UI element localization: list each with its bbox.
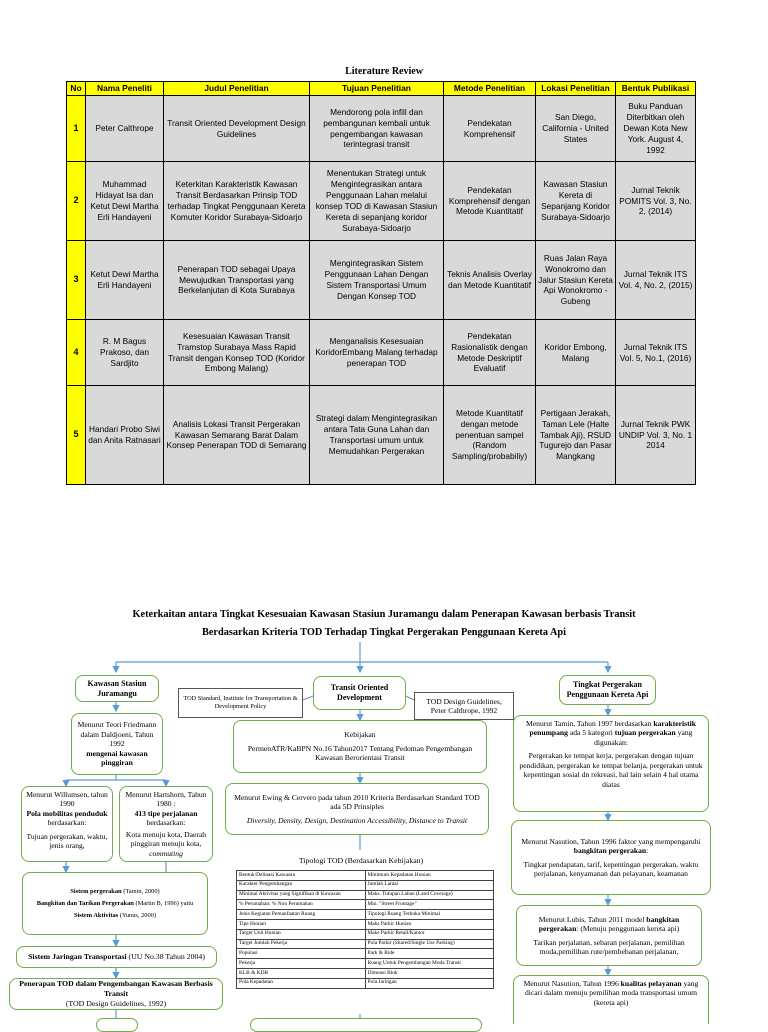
tipologi-row: [237, 978, 494, 988]
tipologi-cell: Jenis Kegiatan Pemanfaatan Ruang: [237, 910, 366, 920]
cell-nama: Muhammad Hidayat Isa dan Ketut Dewi Martha Erli Handayeni: [86, 162, 164, 241]
cell-nama: Peter Calthrope: [86, 96, 164, 162]
tipologi-cell: Maks. Tutupan Lahan (Land Coverage): [365, 890, 494, 900]
tipologi-cell: Min. "Street Frontage": [365, 900, 494, 910]
lubis-box: Menurut Lubis, Tahun 2011 model bangkitan pergerakan: (Menuju penggunaan kereta api) Tarikan perjalanan, sebaran perjalanan, pemilihan moda,pemilihan rute/pembebanan perjalanan,: [516, 905, 702, 966]
cell-publikasi: Jurnal Teknik PWK UNDIP Vol. 3, No. 1 2014: [616, 386, 696, 485]
willumsen-box: [21, 786, 113, 862]
tod-standard-itdp-text: TOD Standard, Institute for Transportation & Development Policy: [183, 695, 298, 710]
cell-publikasi: Jurnal Teknik POMITS Vol. 3, No. 2, (2014): [616, 162, 696, 241]
lubis-text: Menurut Lubis, Tahun 2011 model: [538, 914, 645, 924]
cell-nama: R. M Bagus Prakoso, dan Sardjito: [86, 320, 164, 386]
tipologi-cell: Populasi: [237, 949, 366, 959]
col-header-judul-penelitian: Judul Penelitian: [164, 82, 310, 96]
bangkitan-bold: Bangkitan dan Tarikan Pergerakan: [36, 899, 134, 907]
left-next-box: [96, 1018, 138, 1032]
cell-publikasi: Jurnal Teknik ITS Vol. 4, No. 2, (2015): [616, 241, 696, 320]
aktivitas-src: (Yunus, 2000): [119, 911, 157, 919]
cell-metode: Pendekatan Rasionalistik dengan Metode Deskriptif Evaluatif: [444, 320, 536, 386]
sistem-jaringan-box: [16, 946, 217, 968]
tamin-tail: yang digunakan:: [594, 728, 693, 747]
tipologi-cell: Tipologi Ruang Terbuka Minimal: [365, 910, 494, 920]
tipologi-cell: % Perumahan: % Non Perumahan: [237, 900, 366, 910]
tod-design-guidelines-text: TOD Design Guidelines, Peter Calthrope, 1992: [426, 696, 502, 715]
kawasan-stasiun-box: [75, 675, 159, 702]
tipologi-row: [237, 871, 494, 881]
ewing-5d-principles: Diversity, Density, Design, Destination Accessibility, Distance to Transit: [246, 815, 468, 825]
tipologi-row: [237, 949, 494, 959]
nasution-1-text: Menurut Nasution, Tahun 1996 faktor yang mempengaruhi: [521, 836, 701, 846]
tipologi-cell: Pola Kepadatan: [237, 978, 366, 988]
tamin-bold-2: tujuan pergerakan: [614, 728, 676, 738]
kebijakan-title: Kebijakan: [344, 730, 376, 740]
cell-tujuan: Mengintegrasikan Sistem Penggunaan Lahan Dengan Sistem Transportasi Umum Dengan Konsep TOD: [310, 241, 444, 320]
tipologi-cell: Pola Jaringan: [365, 978, 494, 988]
willumsen-tail: berdasarkan:: [47, 818, 87, 828]
tamin-box: [513, 715, 709, 812]
hartshorn-bold: 413 tipe perjalanan: [134, 808, 198, 818]
tipologi-cell: Pola Parkir (Shared/Single Use Parking): [365, 939, 494, 949]
cell-lokasi: Pertigaan Jerakah, Taman Lele (Halte Tambak Aji), RSUD Tugurejo dan Pasar Mangkang: [536, 386, 616, 485]
tipologi-row: [237, 880, 494, 890]
tod-design-guidelines-box: [414, 692, 514, 720]
tipologi-row: [237, 890, 494, 900]
hartshorn-list: Kota menuju kota, Daerah pinggiran menuju kota,: [125, 829, 207, 849]
row-number: 4: [67, 320, 86, 386]
cell-nama: Ketut Dewi Martha Erli Handayeni: [86, 241, 164, 320]
tamin-list: Pergerakan ke tempat kerja, pergerakan dengan tujuan pendidikan, pergerakan ke tempat belanja, pergerakan untuk kepentingan sosial dn rekreasi, hal lain selain 4 hal utama diatas: [519, 751, 703, 789]
cell-judul: Penerapan TOD sebagai Upaya Mewujudkan Transportasi yang Berkelanjutan di Kota Surabaya: [164, 241, 310, 320]
col-header-tujuan-penelitian: Tujuan Penelitian: [310, 82, 444, 96]
tipologi-cell: Park & Ride: [365, 949, 494, 959]
nasution-2-bold: kualitas pelayanan: [620, 979, 682, 988]
col-header-lokasi-penelitian: Lokasi Penelitian: [536, 82, 616, 96]
willumsen-bold: Pola mobilitas penduduk: [26, 808, 108, 818]
cell-lokasi: Ruas Jalan Raya Wonokromo dan Jalur Stasiun Kereta Api Wonokromo - Gubeng: [536, 241, 616, 320]
cell-metode: Teknis Analisis Overlay dan Metode Kuantitatif: [444, 241, 536, 320]
center-next-box: [250, 1018, 482, 1032]
tipologi-cell: Target Unit Hunian: [237, 929, 366, 939]
tipologi-cell: Ruang Untuk Pengembangan Moda Transit: [365, 959, 494, 969]
tipologi-row: [237, 959, 494, 969]
tipologi-cell: Karakter Pengembangan: [237, 880, 366, 890]
tod-standard-itdp-box: [178, 688, 303, 718]
tipologi-cell: Pekerja: [237, 959, 366, 969]
cell-metode: Pendekatan Komprehensif: [444, 96, 536, 162]
diagram-title-line-2: Berdasarkan Kriteria TOD Terhadap Tingkat Pergerakan Penggunaan Kereta Api: [201, 627, 567, 638]
hartshorn-text: Menurut Hartshorn, Tahun 1980 :: [125, 790, 207, 809]
sistem-pergerakan-box: [22, 872, 208, 935]
sistem-jaringan-src: (UU No.38 Tahun 2004): [128, 952, 205, 962]
tipologi-tod-table: [236, 870, 494, 989]
teori-friedmann-bold: mengenai kawasan pinggiran: [86, 748, 148, 768]
literature-review-title: Literature Review: [345, 66, 423, 77]
ewing-text: Menurut Ewing & Cervero pada tahun 2010 Kriteria Berdasarkan Standard TOD ada 5D Prinsiples: [234, 792, 480, 812]
sistem-pergerakan-bold: Sistem pergerakan: [70, 887, 122, 895]
tipologi-cell: KLB & KDB: [237, 968, 366, 978]
aktivitas-bold: Sistem Aktivitas: [73, 911, 119, 919]
cell-lokasi: Koridor Embong, Malang: [536, 320, 616, 386]
tipologi-cell: Jumlah Lantai: [365, 880, 494, 890]
tod-heading: Transit Oriented Development: [330, 683, 389, 702]
cell-lokasi: San Diego, California - United States: [536, 96, 616, 162]
cell-lokasi: Kawasan Stasiun Kereta di Sepanjang Koridor Surabaya-Sidoarjo: [536, 162, 616, 241]
row-number: 1: [67, 96, 86, 162]
cell-publikasi: Buku Panduan Diterbitkan oleh Dewan Kota New York. August 4, 1992: [616, 96, 696, 162]
tipologi-cell: Bentuk/Delinasi Kawasan: [237, 871, 366, 881]
tipologi-row: [237, 919, 494, 929]
tipologi-cell: Maks Parkir Hunian: [365, 919, 494, 929]
tipologi-cell: Maks Parkir Retail/Kantor: [365, 929, 494, 939]
cell-metode: Metode Kuantitatif dengan metode penentuan sampel (Random Sampling/probabiliy): [444, 386, 536, 485]
tipologi-row: [237, 939, 494, 949]
lubis-list: Tarikan perjalanan, sebaran perjalanan, pemilihan moda,pemilihan rute/pembebanan perjalanan,: [533, 937, 685, 956]
row-number: 3: [67, 241, 86, 320]
cell-judul: Analisis Lokasi Transit Pergerakan Kawasan Semarang Barat Dalam Konsep Penerapan TOD di Semarang: [164, 386, 310, 485]
cell-judul: Keterkitan Karakteristik Kawasan Transit Berdasarkan Prinsip TOD terhadap Tingkat Penggunaan Kereta Komuter Koridor Surabaya-Sidoarjo: [164, 162, 310, 241]
cell-nama: Handari Probo Siwi dan Anita Ratnasari: [86, 386, 164, 485]
tamin-text: Menurut Tamin, Tahun 1997 berdasarkan: [526, 719, 652, 728]
nasution-1-bold: bangkitan pergerakan: [573, 846, 647, 856]
hartshorn-italic: commuting: [149, 848, 183, 858]
tipologi-cell: Target Jumlah Pekerja: [237, 939, 366, 949]
tipologi-tod-caption: Tipologi TOD (Berdasarkan Kebijakan): [298, 856, 424, 865]
tipologi-cell: Dimensi Blok: [365, 968, 494, 978]
cell-tujuan: Menentukan Strategi untuk Mengintegrasikan antara Penggunaan Lahan melalui konsep TOD di Kawasan Stasiun Kereta di sepanjang koridor Surabaya-Sidoarjo: [310, 162, 444, 241]
tamin-mid: ada 5 kategori: [569, 728, 613, 738]
teori-friedmann-box: [71, 713, 163, 775]
col-header-bentuk-publikasi: Bentuk Publikasi: [616, 82, 696, 96]
tipologi-row: [237, 968, 494, 978]
kebijakan-box: [233, 720, 487, 773]
kebijakan-text: PermenATR/KaBPN No.16 Tahun2017 Tentang Pedoman Pengembangan Kawasan Berorientasi Transit: [247, 743, 473, 763]
nasution-2-tail: yang dicari dalam menuju pemilihan moda transportasi umum (kereta api): [524, 979, 699, 1007]
sistem-jaringan-bold: Sistem Jaringan Transportasi: [28, 952, 127, 962]
willumsen-text: Menurut Willumsen, tahun 1990: [26, 790, 108, 809]
tipologi-row: [237, 900, 494, 910]
lubis-bold: bangkitan pergerakan: [538, 914, 680, 934]
hartshorn-tail: berdasarkan:: [146, 818, 186, 828]
tipologi-cell: Minimum Kepadatan Hunian: [365, 871, 494, 881]
teori-friedmann-text: Menurut Teori Friedmann dalam Daldjoeni, Tahun 1992: [77, 720, 157, 749]
diagram-title-line-1: Keterkaitan antara Tingkat Kesesuaian Kawasan Stasiun Juramangu dalam Penerapan Kawasan berbasis Transit: [132, 609, 636, 620]
bangkitan-src: (Martin B, 1996) yaitu: [135, 899, 194, 907]
col-header-no: No: [67, 82, 86, 96]
hartshorn-box: [119, 786, 213, 862]
ewing-cervero-box: [225, 783, 489, 835]
cell-publikasi: Jurnal Teknik ITS Vol. 5, No.1, (2016): [616, 320, 696, 386]
willumsen-list: Tujuan pergerakan, waktu, jenis orang,: [26, 831, 108, 851]
nasution-2-text: Menurut Nasution, Tahun 1996: [523, 979, 619, 988]
cell-tujuan: Menganalisis Kesesuaian KoridorEmbang Malang terhadap penerapan TOD: [310, 320, 444, 386]
tipologi-cell: Minimal Aktivitas yang Signifikan di Kawasan: [237, 890, 366, 900]
tamin-bold-1: karakteristik penumpang: [529, 719, 696, 738]
tipologi-row: [237, 910, 494, 920]
tipologi-row: [237, 929, 494, 939]
cell-judul: Transit Oriented Development Design Guidelines: [164, 96, 310, 162]
penerapan-tod-box: [9, 978, 223, 1010]
nasution-kualitas-box: [513, 975, 709, 1024]
row-number: 2: [67, 162, 86, 241]
cell-tujuan: Strategi dalam Mengintegrasikan antara Tata Guna Lahan dan Transportasi umum untuk Memudahkan Pergerakan: [310, 386, 444, 485]
tipologi-cell: Tipe Hunian: [237, 919, 366, 929]
tingkat-pergerakan-box: [559, 675, 656, 705]
tingkat-pergerakan-heading: Tingkat Pergerakan Penggunaan Kereta Api: [566, 680, 649, 699]
transit-oriented-development-box: [313, 676, 406, 710]
penerapan-tod-src: (TOD Design Guidelines, 1992): [65, 998, 167, 1008]
row-number: 5: [67, 386, 86, 485]
kawasan-stasiun-heading: Kawasan Stasiun Juramangu: [87, 678, 147, 698]
cell-metode: Pendekatan Komprehensif dengan Metode Kuantitatif: [444, 162, 536, 241]
col-header-nama-peneliti: Nama Peneliti: [86, 82, 164, 96]
sistem-pergerakan-src: (Tamin, 2000): [123, 887, 160, 895]
col-header-metode-penelitian: Metode Penelitian: [444, 82, 536, 96]
nasution-bangkitan-box: Menurut Nasution, Tahun 1996 faktor yang mempengaruhi bangkitan pergerakan: Tingkat pendapatan, tarif, kepentingan pergerakan, waktu perjalanan, kenyamanan dan pelayanan, keamanan: [511, 820, 711, 895]
penerapan-tod-bold: Penerapan TOD dalam Pengembangan Kawasan Berbasis Transit: [19, 979, 213, 999]
lubis-mid: (Menuju penggunaan kereta api): [580, 924, 680, 934]
nasution-1-list: Tingkat pendapatan, tarif, kepentingan pergerakan, waktu perjalanan, kenyamanan dan pelayanan, keamanan: [523, 859, 699, 878]
cell-judul: Kesesuaian Kawasan Transit Tramstop Surabaya Mass Rapid Transit dengan Konsep TOD (Koridor Embong Malang): [164, 320, 310, 386]
cell-tujuan: Mendorong pola infill dan pembangunan kembali untuk pengembangan kawasan terintegrasi transit: [310, 96, 444, 162]
